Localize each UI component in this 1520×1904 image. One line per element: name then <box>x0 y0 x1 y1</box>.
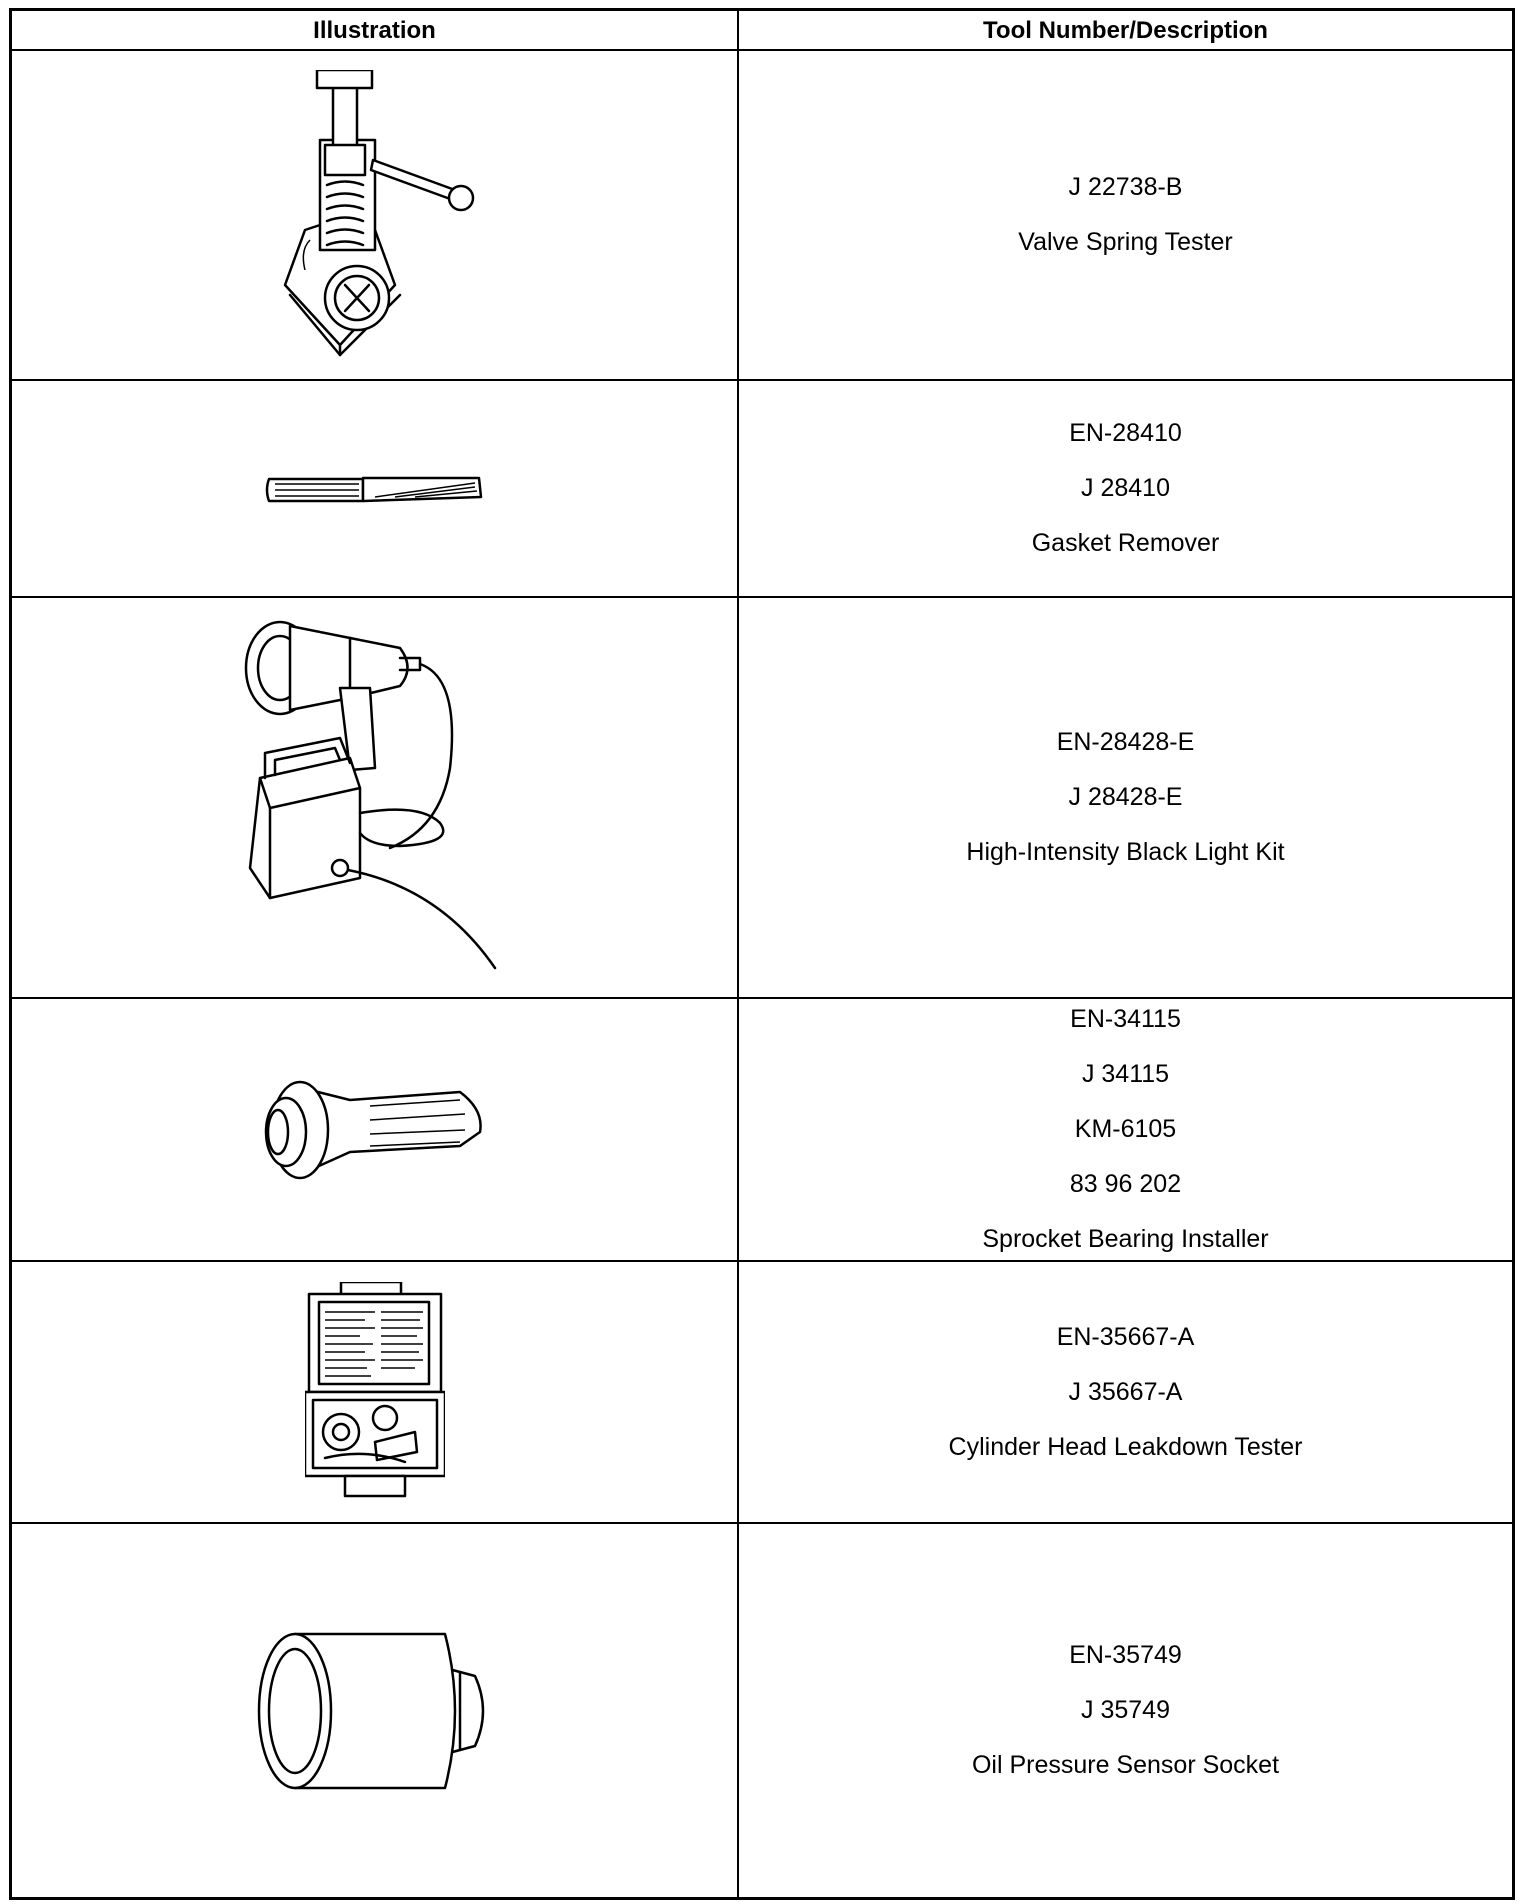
table-row <box>12 598 1512 999</box>
table-row <box>12 1262 1512 1524</box>
header-illustration: Illustration <box>313 17 436 44</box>
header-row <box>12 11 1512 51</box>
tool-number: EN-28428-E <box>1056 728 1195 756</box>
tool-number: J 35667-A <box>1068 1377 1183 1406</box>
illustration-cell <box>12 51 737 379</box>
description-cell <box>739 999 1512 1260</box>
gasket-remover-icon <box>265 469 485 509</box>
illustration-cell <box>12 381 737 596</box>
tool-description: Sprocket Bearing Installer <box>982 1225 1269 1253</box>
tool-number: 83 96 202 <box>1069 1170 1182 1198</box>
description-cell <box>739 598 1512 997</box>
leakdown-tester-case-icon <box>305 1282 445 1502</box>
illustration-cell <box>12 598 737 997</box>
tool-number: EN-34115 <box>1070 1005 1181 1033</box>
tool-number: KM-6105 <box>1074 1115 1177 1143</box>
table-row <box>12 999 1512 1262</box>
special-tools-table <box>9 8 1515 1900</box>
tool-description: Cylinder Head Leakdown Tester <box>948 1432 1303 1461</box>
tool-description: Oil Pressure Sensor Socket <box>971 1751 1280 1779</box>
description-cell <box>739 51 1512 379</box>
tool-description: Valve Spring Tester <box>1018 228 1233 256</box>
tool-number: EN-35667-A <box>1056 1322 1195 1351</box>
table-row <box>12 1524 1512 1897</box>
tool-number: J 28428-E <box>1068 783 1183 811</box>
illustration-cell <box>12 1262 737 1522</box>
description-cell <box>739 1524 1512 1897</box>
table-row <box>12 51 1512 381</box>
table-row <box>12 381 1512 598</box>
description-cell <box>739 381 1512 596</box>
valve-spring-tester-icon <box>265 70 485 360</box>
tool-number: J 34115 <box>1081 1060 1170 1088</box>
tool-number: J 35749 <box>1081 1696 1170 1724</box>
header-tool-description: Tool Number/Description <box>983 17 1268 44</box>
tool-number: J 28410 <box>1081 474 1170 502</box>
tool-number: J 22738-B <box>1068 173 1183 201</box>
oil-pressure-socket-icon <box>255 1626 495 1796</box>
illustration-cell <box>12 1524 737 1897</box>
sprocket-bearing-installer-icon <box>260 1070 490 1190</box>
tool-description: Gasket Remover <box>1031 529 1220 557</box>
tool-number: EN-28410 <box>1069 419 1182 447</box>
description-cell <box>739 1262 1512 1522</box>
tool-description: High-Intensity Black Light Kit <box>966 838 1285 866</box>
black-light-kit-icon <box>240 618 510 978</box>
illustration-cell <box>12 999 737 1260</box>
tool-number: EN-35749 <box>1069 1641 1182 1669</box>
